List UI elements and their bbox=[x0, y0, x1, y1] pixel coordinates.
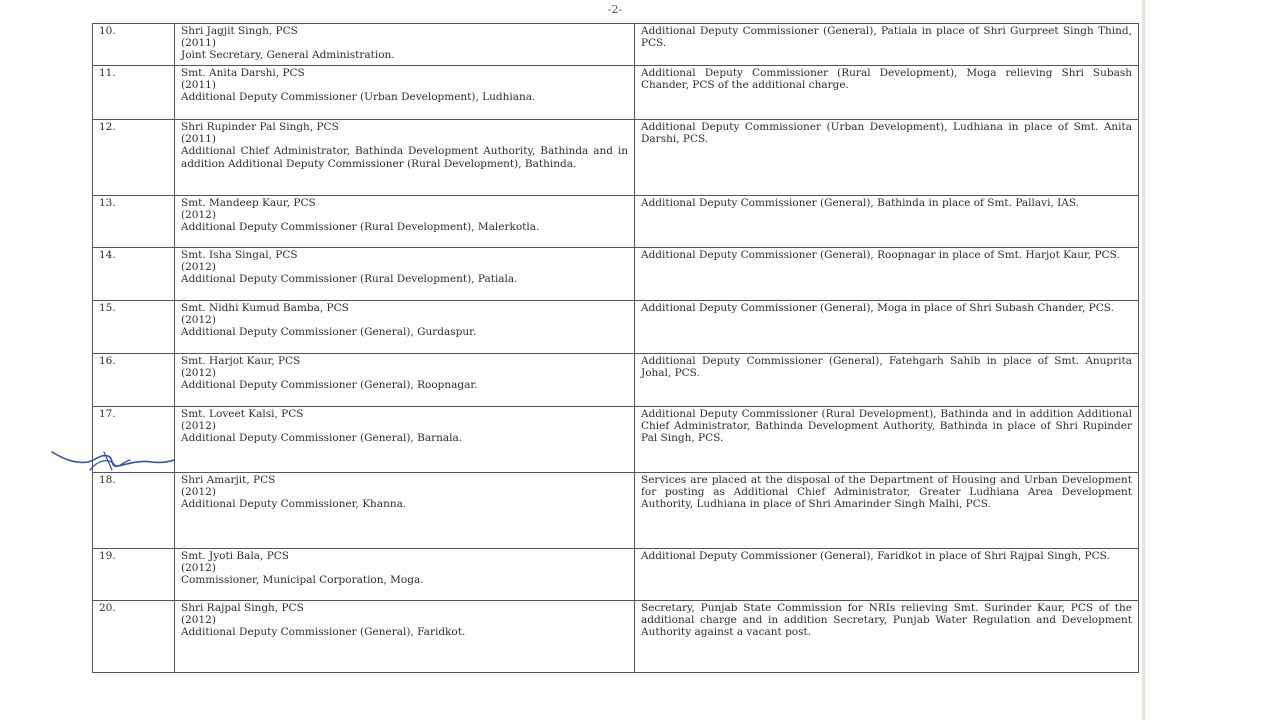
officer-batch: (2012) bbox=[181, 261, 216, 274]
officer-cell bbox=[175, 473, 635, 549]
officer-batch: (2011) bbox=[181, 79, 216, 92]
officer-post: Additional Deputy Commissioner (General), Roopnagar. bbox=[181, 379, 478, 392]
officer-cell bbox=[175, 196, 635, 248]
posting-cell: Additional Deputy Commissioner (General), Patiala in place of Shri Gurpreet Singh Thind, PCS. bbox=[635, 24, 1139, 66]
table-row bbox=[93, 120, 1139, 196]
serial-number: 15. bbox=[93, 301, 175, 354]
officer-cell bbox=[175, 120, 635, 196]
officer-post: Additional Deputy Commissioner (General), Faridkot. bbox=[181, 626, 466, 639]
officer-name: Smt. Anita Darshi, PCS bbox=[181, 67, 305, 79]
officer-cell bbox=[175, 549, 635, 601]
table-row bbox=[93, 66, 1139, 120]
officer-post: Additional Deputy Commissioner (General), Gurdaspur. bbox=[181, 326, 477, 339]
officer-batch: (2012) bbox=[181, 420, 216, 433]
officer-name: Smt. Isha Singal, PCS bbox=[181, 249, 298, 261]
serial-number: 13. bbox=[93, 196, 175, 248]
officer-batch: (2012) bbox=[181, 614, 216, 627]
officer-name: Smt. Loveet Kalsi, PCS bbox=[181, 408, 304, 420]
officer-batch: (2011) bbox=[181, 133, 216, 146]
officer-post: Additional Deputy Commissioner (Rural Development), Malerkotla. bbox=[181, 221, 540, 234]
officer-post: Additional Deputy Commissioner, Khanna. bbox=[181, 498, 407, 511]
posting-cell: Secretary, Punjab State Commission for NRIs relieving Smt. Surinder Kaur, PCS of the additional charge and in addition Secretary, Punjab Water Regulation and Development Authority against a vacant post. bbox=[635, 601, 1139, 673]
posting-cell: Additional Deputy Commissioner (General), Roopnagar in place of Smt. Harjot Kaur, PCS. bbox=[635, 248, 1139, 301]
page-edge bbox=[1142, 0, 1145, 720]
officer-cell bbox=[175, 24, 635, 66]
officer-post: Additional Deputy Commissioner (General), Barnala. bbox=[181, 432, 463, 445]
posting-cell: Additional Deputy Commissioner (General), Faridkot in place of Shri Rajpal Singh, PCS. bbox=[635, 549, 1139, 601]
officer-name: Shri Amarjit, PCS bbox=[181, 474, 276, 486]
table-row bbox=[93, 301, 1139, 354]
officer-name: Smt. Harjot Kaur, PCS bbox=[181, 355, 301, 367]
serial-number: 18. bbox=[93, 473, 175, 549]
serial-number: 11. bbox=[93, 66, 175, 120]
serial-number: 17. bbox=[93, 407, 175, 473]
table-row bbox=[93, 601, 1139, 673]
officer-name: Smt. Jyoti Bala, PCS bbox=[181, 550, 289, 562]
serial-number: 20. bbox=[93, 601, 175, 673]
serial-number: 16. bbox=[93, 354, 175, 407]
officer-post: Commissioner, Municipal Corporation, Moga. bbox=[181, 574, 424, 587]
officer-batch: (2011) bbox=[181, 37, 216, 50]
serial-number: 19. bbox=[93, 549, 175, 601]
officer-cell bbox=[175, 66, 635, 120]
posting-cell: Additional Deputy Commissioner (General), Fatehgarh Sahib in place of Smt. Anupritа Johal, PCS. bbox=[635, 354, 1139, 407]
officer-batch: (2012) bbox=[181, 209, 216, 222]
posting-cell: Additional Deputy Commissioner (Rural Development), Moga relieving Shri Subash Chander, PCS of the additional charge. bbox=[635, 66, 1139, 120]
table-row bbox=[93, 354, 1139, 407]
officer-name: Smt. Mandeep Kaur, PCS bbox=[181, 197, 316, 209]
posting-cell: Services are placed at the disposal of the Department of Housing and Urban Development for posting as Additional Chief Administrator, Greater Ludhiana Area Development Authority, Ludhiana in place of Shri Amarinder Singh Malhi, PCS. bbox=[635, 473, 1139, 549]
table-row bbox=[93, 549, 1139, 601]
officer-batch: (2012) bbox=[181, 562, 216, 575]
officer-post: Additional Deputy Commissioner (Urban Development), Ludhiana. bbox=[181, 91, 536, 104]
officer-cell bbox=[175, 354, 635, 407]
officer-name: Shri Rupinder Pal Singh, PCS bbox=[181, 121, 339, 133]
table-row bbox=[93, 248, 1139, 301]
page-number: -2- bbox=[607, 3, 623, 16]
handwritten-signature bbox=[48, 440, 178, 480]
officer-batch: (2012) bbox=[181, 314, 216, 327]
serial-number: 10. bbox=[93, 24, 175, 66]
officer-cell bbox=[175, 407, 635, 473]
posting-cell: Additional Deputy Commissioner (General), Bathinda in place of Smt. Pallavi, IAS. bbox=[635, 196, 1139, 248]
posting-cell: Additional Deputy Commissioner (Rural Development), Bathinda and in addition Additional Chief Administrator, Bathinda Development Authority, Bathinda in place of Shri Rupinder Pal Singh, PCS. bbox=[635, 407, 1139, 473]
table-row bbox=[93, 473, 1139, 549]
officer-post: Additional Deputy Commissioner (Rural Development), Patiala. bbox=[181, 273, 518, 286]
officer-name: Smt. Nidhi Kumud Bamba, PCS bbox=[181, 302, 349, 314]
serial-number: 12. bbox=[93, 120, 175, 196]
posting-cell: Additional Deputy Commissioner (Urban Development), Ludhiana in place of Smt. Anita Darshi, PCS. bbox=[635, 120, 1139, 196]
table-row bbox=[93, 24, 1139, 66]
officer-cell bbox=[175, 601, 635, 673]
officer-post: Joint Secretary, General Administration. bbox=[181, 49, 395, 62]
table-row bbox=[93, 407, 1139, 473]
serial-number: 14. bbox=[93, 248, 175, 301]
officer-name: Shri Rajpal Singh, PCS bbox=[181, 602, 304, 614]
officer-cell bbox=[175, 301, 635, 354]
posting-cell: Additional Deputy Commissioner (General), Moga in place of Shri Subash Chander, PCS. bbox=[635, 301, 1139, 354]
officer-cell bbox=[175, 248, 635, 301]
officer-batch: (2012) bbox=[181, 367, 216, 380]
officer-batch: (2012) bbox=[181, 486, 216, 499]
table-row bbox=[93, 196, 1139, 248]
posting-orders-table bbox=[92, 23, 1139, 673]
officer-post: Additional Chief Administrator, Bathinda Development Authority, Bathinda and in addition Additional Deputy Commissioner (Rural Development), Bathinda. bbox=[181, 145, 628, 170]
officer-name: Shri Jagjit Singh, PCS bbox=[181, 25, 298, 37]
